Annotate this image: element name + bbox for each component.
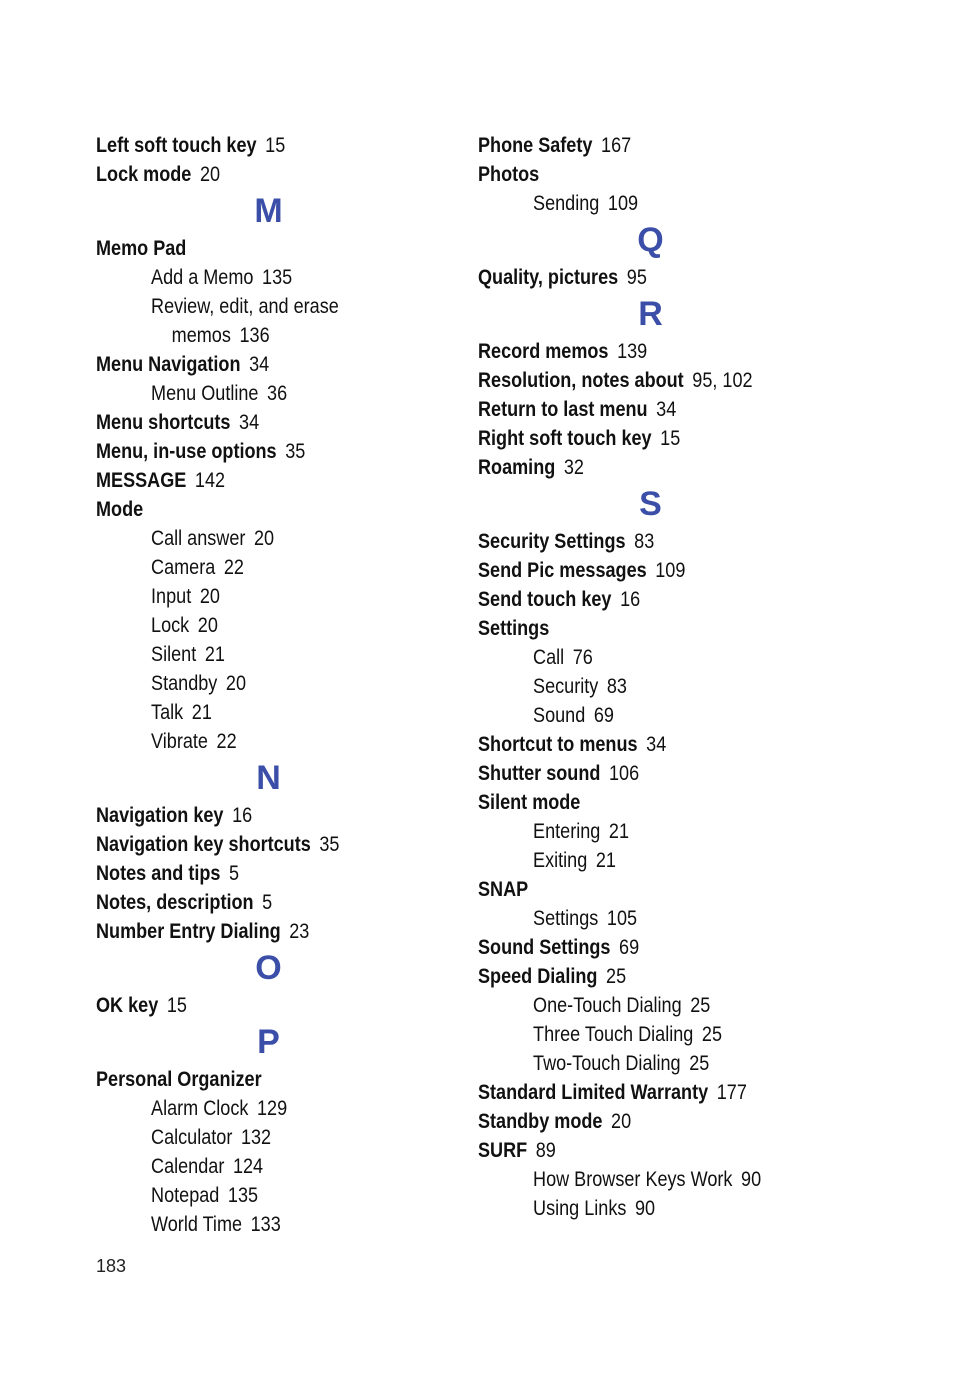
index-term: Navigation key shortcuts (96, 833, 311, 856)
page-reference: 135 (227, 1184, 259, 1207)
page-reference: 21 (608, 820, 629, 843)
section-letter-q: Q (637, 221, 664, 259)
index-term: Alarm Clock (151, 1097, 249, 1120)
page-reference: 95, 102 (692, 369, 753, 392)
index-subentry-three-touch-dialing (478, 1020, 822, 1049)
index-term: Standby (151, 672, 218, 695)
index-entry-menu-in-use-options (96, 437, 406, 466)
page-reference: 35 (285, 440, 306, 463)
page-reference: 136 (239, 324, 270, 347)
section-letter-s: S (639, 485, 662, 523)
index-term: Sound (533, 704, 586, 727)
index-subentry-talk (96, 698, 406, 727)
index-entry-navigation-key (96, 801, 406, 830)
page-number: 183 (96, 1256, 127, 1276)
page-reference: 109 (655, 559, 686, 582)
index-subentry-alarm-clock (96, 1094, 406, 1123)
index-entry-return-to-last-menu (478, 395, 822, 424)
section-letter-m: M (254, 192, 283, 230)
index-subentry-using-links (478, 1194, 822, 1223)
page-reference: 124 (232, 1155, 264, 1178)
index-term: Quality, pictures (478, 266, 619, 289)
page-reference: 34 (249, 353, 270, 376)
index-entry-notes-and-tips (96, 859, 406, 888)
index-entry-notes-description (96, 888, 406, 917)
page-reference: 5 (229, 862, 240, 885)
index-entry-mode (96, 495, 406, 524)
index-entry-left-soft-touch-key (96, 131, 406, 160)
index-entry-ok-key (96, 991, 406, 1020)
page-reference: 20 (199, 585, 220, 608)
index-term: Return to last menu (478, 398, 648, 421)
index-entry-number-entry-dialing (96, 917, 406, 946)
index-term: Shortcut to menus (478, 733, 638, 756)
index-subentry-security (478, 672, 822, 701)
index-subentry-call (478, 643, 822, 672)
index-entry-menu-shortcuts (96, 408, 406, 437)
page-reference: 89 (535, 1139, 556, 1162)
index-entry-menu-navigation (96, 350, 406, 379)
index-term: Phone Safety (478, 134, 593, 157)
index-subentry-camera (96, 553, 406, 582)
index-subentry-entering (478, 817, 822, 846)
index-term: Mode (96, 498, 144, 521)
section-letter-p: P (257, 1023, 280, 1061)
page-reference: 21 (191, 701, 212, 724)
index-subentry-exiting (478, 846, 822, 875)
page-reference: 25 (690, 994, 711, 1017)
index-term: Three Touch Dialing (533, 1023, 694, 1046)
index-term: Photos (478, 163, 540, 186)
index-subentry-menu-outline (96, 379, 406, 408)
index-term: Send Pic messages (478, 559, 647, 582)
index-subentry-vibrate (96, 727, 406, 756)
page-reference: 20 (253, 527, 275, 550)
index-entry-personal-organizer (96, 1065, 406, 1094)
page-reference: 20 (225, 672, 247, 695)
index-term: Vibrate (151, 730, 208, 753)
index-term: Roaming (478, 456, 556, 479)
index-term: Exiting (533, 849, 588, 872)
page-reference: 167 (601, 134, 632, 157)
index-term: Notes, description (96, 891, 254, 914)
index-term: Add a Memo (151, 266, 254, 289)
index-subentry-sending (478, 189, 822, 218)
index-subentry-calendar (96, 1152, 406, 1181)
index-term: Lock mode (96, 163, 192, 186)
index-term: Personal Organizer (96, 1068, 262, 1091)
index-term: Security Settings (478, 530, 626, 553)
index-term: Silent (151, 643, 197, 666)
index-entry-standard-limited-warranty (478, 1078, 822, 1107)
index-entry-speed-dialing (478, 962, 822, 991)
index-subentry-one-touch-dialing (478, 991, 822, 1020)
index-entry-resolution-notes-about (478, 366, 822, 395)
page-reference: 95 (626, 266, 647, 289)
index-term: Input (151, 585, 192, 608)
index-term: Record memos (478, 340, 609, 363)
index-subentry-calculator (96, 1123, 406, 1152)
page-reference: 133 (250, 1213, 281, 1236)
index-entry-message (96, 466, 406, 495)
index-term: memos (171, 324, 231, 347)
index-term: Standby mode (478, 1110, 603, 1133)
page-reference: 34 (656, 398, 677, 421)
index-entry-standby-mode (478, 1107, 822, 1136)
index-subentry-sound (478, 701, 822, 730)
index-term: Standard Limited Warranty (478, 1081, 709, 1104)
index-entry-navigation-key-shortcuts (96, 830, 406, 859)
page-reference: 15 (166, 994, 187, 1017)
index-entry-phone-safety (478, 131, 822, 160)
index-term: Menu, in-use options (96, 440, 277, 463)
section-letter-r: R (638, 295, 663, 333)
index-term: Call (533, 646, 565, 669)
index-entry-snap (478, 875, 822, 904)
page-reference: 15 (265, 134, 286, 157)
page-reference: 90 (741, 1168, 762, 1191)
index-term: Security (533, 675, 599, 698)
page-reference: 21 (204, 643, 225, 666)
page-reference: 15 (660, 427, 681, 450)
index-term: Shutter sound (478, 762, 601, 785)
index-term: Silent mode (478, 791, 581, 814)
page-reference: 34 (239, 411, 260, 434)
index-subentry-two-touch-dialing (478, 1049, 822, 1078)
page-reference: 36 (267, 382, 288, 405)
index-term: Left soft touch key (96, 134, 257, 157)
index-entry-security-settings (478, 527, 822, 556)
page-reference: 177 (716, 1081, 747, 1104)
index-term: Call answer (151, 527, 246, 550)
index-term: OK key (96, 994, 159, 1017)
index-term: Menu Navigation (96, 353, 241, 376)
page-reference: 23 (289, 920, 310, 943)
index-term: Notepad (151, 1184, 220, 1207)
index-term: Sending (533, 192, 600, 215)
page-reference: 106 (609, 762, 640, 785)
index-term: Settings (478, 617, 550, 640)
index-entry-record-memos (478, 337, 822, 366)
index-entry-surf (478, 1136, 822, 1165)
page-reference: 20 (611, 1110, 632, 1133)
index-entry-send-pic-messages (478, 556, 822, 585)
index-term: Lock (151, 614, 190, 637)
index-term: MESSAGE (96, 469, 187, 492)
index-subentry-add-a-memo (96, 263, 406, 292)
index-entry-quality-pictures (478, 263, 822, 292)
index-term: One-Touch Dialing (533, 994, 682, 1017)
index-term: How Browser Keys Work (533, 1168, 733, 1191)
page-reference: 132 (240, 1126, 272, 1149)
index-column-left (96, 131, 456, 1239)
page-reference: 35 (319, 833, 340, 856)
index-entry-shortcut-to-menus (478, 730, 822, 759)
page-reference: 25 (606, 965, 627, 988)
index-subentry-review-edit-and-erase (96, 292, 406, 321)
index-subentry-lock (96, 611, 406, 640)
index-entry-roaming (478, 453, 822, 482)
page-reference: 105 (606, 907, 638, 930)
index-subentry-input (96, 582, 406, 611)
page-reference: 20 (197, 614, 218, 637)
index-term: Speed Dialing (478, 965, 598, 988)
index-subentry-notepad (96, 1181, 406, 1210)
page-reference: 90 (635, 1197, 656, 1220)
index-term: Using Links (533, 1197, 627, 1220)
index-term: World Time (151, 1213, 243, 1236)
section-letter-n: N (256, 759, 281, 797)
index-entry-silent-mode (478, 788, 822, 817)
index-term: Navigation key (96, 804, 224, 827)
index-term: Sound Settings (478, 936, 611, 959)
index-term: Menu Outline (151, 382, 259, 405)
index-subentry-call-answer (96, 524, 406, 553)
index-subentry-memos (96, 321, 406, 350)
index-subentry-standby (96, 669, 406, 698)
index-subentry-how-browser-keys-work (478, 1165, 822, 1194)
index-term: Settings (533, 907, 599, 930)
index-term: Review, edit, and erase (151, 295, 339, 318)
index-entry-settings (478, 614, 822, 643)
index-term: Talk (151, 701, 184, 724)
page-reference: 5 (262, 891, 273, 914)
page-reference: 22 (223, 556, 244, 579)
page-reference: 20 (199, 163, 221, 186)
page-reference: 142 (194, 469, 226, 492)
page-reference: 83 (606, 675, 627, 698)
index-term: Notes and tips (96, 862, 221, 885)
index-term: Send touch key (478, 588, 612, 611)
index-subentry-silent (96, 640, 406, 669)
page-reference: 34 (646, 733, 667, 756)
page-reference: 25 (701, 1023, 723, 1046)
page-reference: 129 (256, 1097, 288, 1120)
index-term: Resolution, notes about (478, 369, 684, 392)
page-reference: 83 (634, 530, 655, 553)
page-reference: 135 (262, 266, 293, 289)
page-reference: 32 (563, 456, 584, 479)
index-term: Menu shortcuts (96, 411, 231, 434)
index-term: SNAP (478, 878, 529, 901)
index-term: Right soft touch key (478, 427, 652, 450)
page-reference: 25 (689, 1052, 710, 1075)
page-reference: 109 (607, 192, 639, 215)
index-subentry-world-time (96, 1210, 406, 1239)
index-column-right (478, 131, 878, 1223)
page-reference: 16 (620, 588, 641, 611)
index-subentry-settings (478, 904, 822, 933)
page-reference: 69 (619, 936, 640, 959)
page-reference: 21 (595, 849, 616, 872)
index-entry-photos (478, 160, 822, 189)
index-entry-right-soft-touch-key (478, 424, 822, 453)
page-reference: 22 (216, 730, 237, 753)
index-term: Calendar (151, 1155, 225, 1178)
index-entry-memo-pad (96, 234, 406, 263)
index-term: Camera (151, 556, 216, 579)
index-term: Two-Touch Dialing (533, 1052, 681, 1075)
index-term: Number Entry Dialing (96, 920, 281, 943)
index-term: Calculator (151, 1126, 233, 1149)
page-reference: 16 (232, 804, 253, 827)
index-term: Memo Pad (96, 237, 187, 260)
page-reference: 69 (593, 704, 614, 727)
index-entry-send-touch-key (478, 585, 822, 614)
index-entry-sound-settings (478, 933, 822, 962)
index-term: Entering (533, 820, 601, 843)
section-letter-o: O (255, 949, 282, 987)
page-reference: 139 (617, 340, 648, 363)
page-reference: 76 (572, 646, 593, 669)
index-entry-lock-mode (96, 160, 406, 189)
index-term: SURF (478, 1139, 528, 1162)
index-entry-shutter-sound (478, 759, 822, 788)
